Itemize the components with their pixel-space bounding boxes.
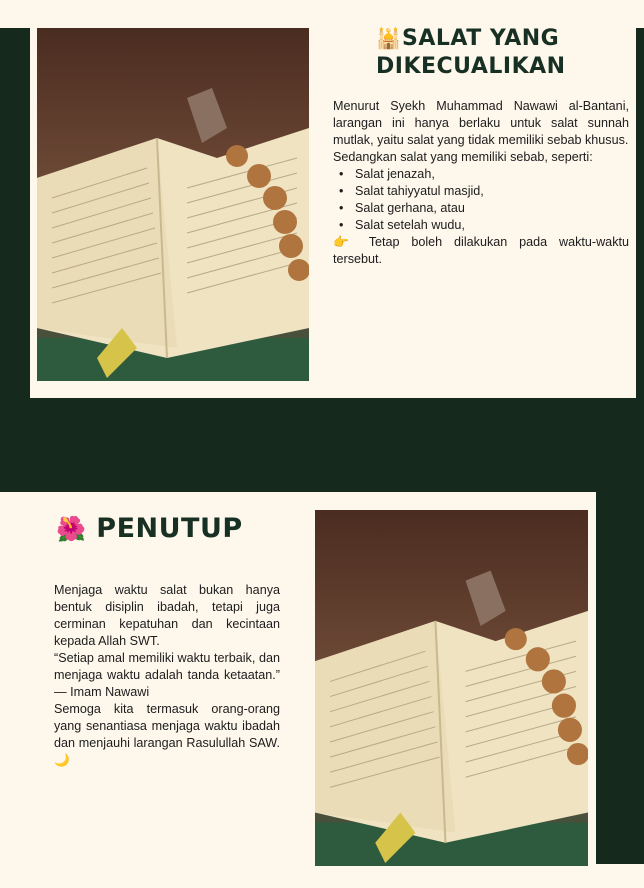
section1-heading bbox=[376, 24, 576, 81]
quran-prayer-beads-image-top bbox=[37, 28, 309, 381]
section1-paragraph1: Menurut Syekh Muhammad Nawawi al-Bantani, larangan ini hanya berlaku untuk salat sunnah mutlak, yaitu salat yang tidak memiliki sebab khusus. bbox=[333, 99, 629, 147]
section1-paragraph2: Sedangkan salat yang memiliki sebab, seperti: bbox=[333, 150, 593, 164]
pointing-hand-icon: 👉 bbox=[333, 235, 369, 249]
hibiscus-flower-icon: 🌺 bbox=[56, 515, 87, 543]
section1-note-text: Tetap boleh dilakukan pada waktu-waktu tersebut. bbox=[333, 235, 629, 266]
list-item: • Salat setelah wudu, bbox=[333, 217, 629, 234]
quran-prayer-beads-image-bottom bbox=[315, 510, 588, 866]
section1-note bbox=[333, 234, 629, 268]
section2-heading bbox=[56, 512, 296, 546]
section1-heading-line1: SALAT YANG bbox=[402, 26, 560, 51]
list-item: • Salat tahiyyatul masjid, bbox=[333, 183, 629, 200]
section1-body bbox=[333, 98, 629, 268]
dark-band-right-bottom bbox=[596, 492, 644, 864]
dark-band-middle bbox=[0, 398, 644, 492]
mosque-icon: 🕌 bbox=[376, 26, 402, 50]
section1-heading-line2: DIKECUALIKAN bbox=[376, 54, 566, 79]
section2-paragraph2 bbox=[54, 701, 280, 769]
section1-list bbox=[333, 166, 629, 234]
section2-paragraph1: Menjaga waktu salat bukan hanya bentuk disiplin ibadah, tetapi juga cerminan kepatuhan dan kecintaan kepada Allah SWT. bbox=[54, 583, 280, 648]
dark-band-right-top bbox=[636, 28, 644, 398]
section2-body bbox=[54, 582, 280, 769]
section2-quote: “Setiap amal memiliki waktu terbaik, dan menjaga waktu adalah tanda ketaatan.” — Imam Nawawi bbox=[54, 651, 280, 699]
crescent-moon-icon: 🌙 bbox=[54, 753, 70, 767]
section2-heading-text: PENUTUP bbox=[96, 513, 243, 544]
list-item: • Salat gerhana, atau bbox=[333, 200, 629, 217]
dark-band-left-top bbox=[0, 28, 30, 398]
list-item: • Salat jenazah, bbox=[333, 166, 629, 183]
section2-paragraph2-text: Semoga kita termasuk orang-orang yang senantiasa menjaga waktu ibadah dan menjauhi larangan Rasulullah SAW. bbox=[54, 702, 280, 750]
